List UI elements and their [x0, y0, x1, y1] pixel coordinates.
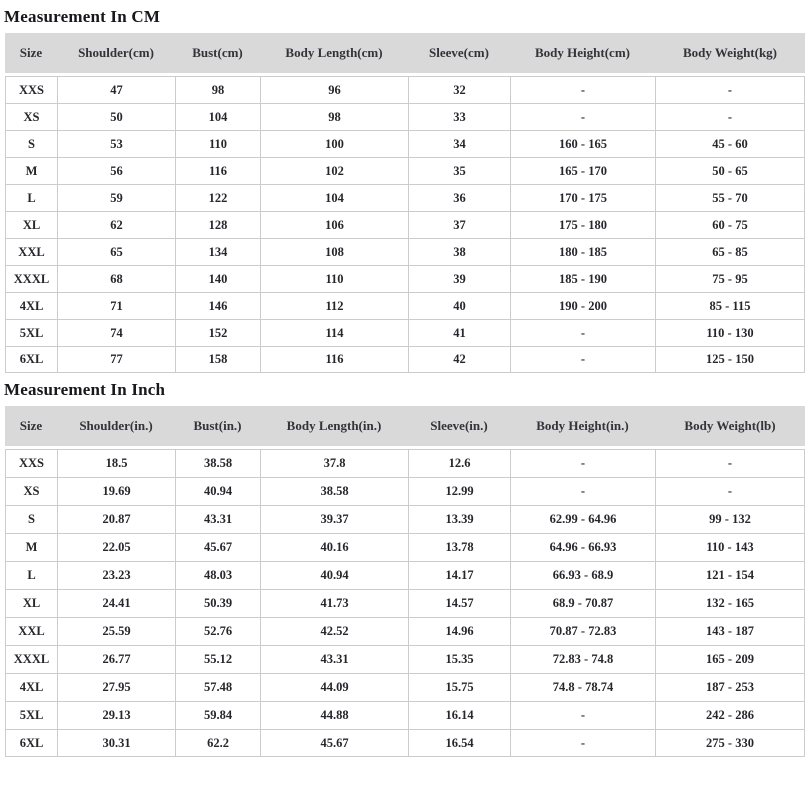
size-cell: XL: [5, 211, 57, 238]
value-cell: 26.77: [57, 645, 175, 673]
value-cell: 41.73: [260, 589, 408, 617]
value-cell: 18.5: [57, 449, 175, 477]
table-row: [5, 533, 805, 561]
value-cell: 19.69: [57, 477, 175, 505]
table-row: [5, 265, 805, 292]
size-cell: XL: [5, 589, 57, 617]
cm-section-title: Measurement In CM: [4, 7, 161, 26]
size-cell: S: [5, 505, 57, 533]
value-cell: 12.6: [408, 449, 510, 477]
value-cell: 116: [260, 346, 408, 373]
value-cell: 160 - 165: [510, 130, 655, 157]
header-row: [5, 406, 805, 449]
value-cell: -: [655, 76, 805, 103]
value-cell: 77: [57, 346, 175, 373]
table-row: [5, 729, 805, 757]
value-cell: 71: [57, 292, 175, 319]
value-cell: 146: [175, 292, 260, 319]
value-cell: 16.54: [408, 729, 510, 757]
size-cell: S: [5, 130, 57, 157]
header-row: [5, 33, 805, 76]
value-cell: 45 - 60: [655, 130, 805, 157]
value-cell: 57.48: [175, 673, 260, 701]
value-cell: -: [510, 76, 655, 103]
value-cell: 165 - 170: [510, 157, 655, 184]
value-cell: 110: [175, 130, 260, 157]
value-cell: 50 - 65: [655, 157, 805, 184]
value-cell: 121 - 154: [655, 561, 805, 589]
table-row: [5, 238, 805, 265]
value-cell: 74.8 - 78.74: [510, 673, 655, 701]
value-cell: 68: [57, 265, 175, 292]
value-cell: 35: [408, 157, 510, 184]
value-cell: 110 - 130: [655, 319, 805, 346]
size-cell: XXXL: [5, 265, 57, 292]
value-cell: 99 - 132: [655, 505, 805, 533]
table-row: [5, 157, 805, 184]
value-cell: 74: [57, 319, 175, 346]
value-cell: 37: [408, 211, 510, 238]
value-cell: 110: [260, 265, 408, 292]
cm-measurement-section: [0, 7, 810, 373]
size-cell: XS: [5, 103, 57, 130]
value-cell: 44.88: [260, 701, 408, 729]
value-cell: 25.59: [57, 617, 175, 645]
column-header: Size: [5, 33, 57, 76]
value-cell: 40.94: [260, 561, 408, 589]
value-cell: 20.87: [57, 505, 175, 533]
value-cell: 75 - 95: [655, 265, 805, 292]
column-header: Body Weight(lb): [655, 406, 805, 449]
column-header: Body Height(in.): [510, 406, 655, 449]
value-cell: 45.67: [260, 729, 408, 757]
table-row: [5, 184, 805, 211]
value-cell: 114: [260, 319, 408, 346]
value-cell: 50: [57, 103, 175, 130]
inch-section-title: Measurement In Inch: [4, 380, 166, 399]
value-cell: 187 - 253: [655, 673, 805, 701]
value-cell: 53: [57, 130, 175, 157]
value-cell: 140: [175, 265, 260, 292]
column-header: Body Length(cm): [260, 33, 408, 76]
column-header: Body Weight(kg): [655, 33, 805, 76]
value-cell: 59.84: [175, 701, 260, 729]
value-cell: 30.31: [57, 729, 175, 757]
value-cell: 104: [260, 184, 408, 211]
value-cell: 96: [260, 76, 408, 103]
table-row: [5, 449, 805, 477]
value-cell: 38.58: [175, 449, 260, 477]
column-header: Sleeve(cm): [408, 33, 510, 76]
value-cell: 52.76: [175, 617, 260, 645]
table-row: [5, 211, 805, 238]
value-cell: -: [655, 477, 805, 505]
value-cell: 42: [408, 346, 510, 373]
value-cell: 152: [175, 319, 260, 346]
value-cell: 98: [260, 103, 408, 130]
value-cell: 132 - 165: [655, 589, 805, 617]
value-cell: 44.09: [260, 673, 408, 701]
value-cell: 55.12: [175, 645, 260, 673]
value-cell: 158: [175, 346, 260, 373]
value-cell: -: [510, 319, 655, 346]
value-cell: 32: [408, 76, 510, 103]
value-cell: 180 - 185: [510, 238, 655, 265]
value-cell: 125 - 150: [655, 346, 805, 373]
size-cell: XXS: [5, 76, 57, 103]
value-cell: 175 - 180: [510, 211, 655, 238]
value-cell: 14.17: [408, 561, 510, 589]
value-cell: 37.8: [260, 449, 408, 477]
value-cell: 39.37: [260, 505, 408, 533]
value-cell: 62: [57, 211, 175, 238]
value-cell: 134: [175, 238, 260, 265]
value-cell: 190 - 200: [510, 292, 655, 319]
value-cell: 13.78: [408, 533, 510, 561]
size-cell: M: [5, 157, 57, 184]
value-cell: 170 - 175: [510, 184, 655, 211]
table-row: [5, 561, 805, 589]
table-row: [5, 673, 805, 701]
column-header: Bust(in.): [175, 406, 260, 449]
value-cell: -: [655, 103, 805, 130]
value-cell: 15.75: [408, 673, 510, 701]
column-header: Shoulder(cm): [57, 33, 175, 76]
value-cell: 116: [175, 157, 260, 184]
column-header: Body Length(in.): [260, 406, 408, 449]
table-row: [5, 645, 805, 673]
value-cell: 38: [408, 238, 510, 265]
size-cell: M: [5, 533, 57, 561]
value-cell: 100: [260, 130, 408, 157]
size-cell: 6XL: [5, 346, 57, 373]
value-cell: -: [510, 701, 655, 729]
value-cell: 34: [408, 130, 510, 157]
value-cell: 104: [175, 103, 260, 130]
value-cell: 185 - 190: [510, 265, 655, 292]
value-cell: 106: [260, 211, 408, 238]
value-cell: 112: [260, 292, 408, 319]
value-cell: 27.95: [57, 673, 175, 701]
value-cell: 59: [57, 184, 175, 211]
value-cell: 275 - 330: [655, 729, 805, 757]
column-header: Sleeve(in.): [408, 406, 510, 449]
size-cell: 5XL: [5, 319, 57, 346]
value-cell: 64.96 - 66.93: [510, 533, 655, 561]
value-cell: 242 - 286: [655, 701, 805, 729]
size-cell: 5XL: [5, 701, 57, 729]
table-row: [5, 130, 805, 157]
inch-measurement-section: [0, 380, 810, 757]
table-row: [5, 76, 805, 103]
value-cell: 68.9 - 70.87: [510, 589, 655, 617]
table-row: [5, 589, 805, 617]
value-cell: 110 - 143: [655, 533, 805, 561]
value-cell: 122: [175, 184, 260, 211]
value-cell: 102: [260, 157, 408, 184]
table-row: [5, 103, 805, 130]
size-cell: L: [5, 561, 57, 589]
value-cell: -: [510, 477, 655, 505]
table-row: [5, 477, 805, 505]
size-cell: XXS: [5, 449, 57, 477]
value-cell: 14.96: [408, 617, 510, 645]
size-cell: L: [5, 184, 57, 211]
value-cell: -: [510, 449, 655, 477]
value-cell: 39: [408, 265, 510, 292]
value-cell: 65 - 85: [655, 238, 805, 265]
value-cell: 85 - 115: [655, 292, 805, 319]
value-cell: 72.83 - 74.8: [510, 645, 655, 673]
value-cell: 40: [408, 292, 510, 319]
value-cell: -: [510, 729, 655, 757]
column-header: Size: [5, 406, 57, 449]
table-row: [5, 319, 805, 346]
value-cell: 65: [57, 238, 175, 265]
value-cell: 38.58: [260, 477, 408, 505]
column-header: Bust(cm): [175, 33, 260, 76]
value-cell: -: [510, 103, 655, 130]
value-cell: 56: [57, 157, 175, 184]
value-cell: 50.39: [175, 589, 260, 617]
value-cell: 29.13: [57, 701, 175, 729]
cm-size-table: [5, 33, 805, 373]
table-row: [5, 346, 805, 373]
size-cell: 4XL: [5, 292, 57, 319]
value-cell: 62.99 - 64.96: [510, 505, 655, 533]
value-cell: 66.93 - 68.9: [510, 561, 655, 589]
table-row: [5, 292, 805, 319]
value-cell: 45.67: [175, 533, 260, 561]
value-cell: 55 - 70: [655, 184, 805, 211]
column-header: Body Height(cm): [510, 33, 655, 76]
value-cell: 12.99: [408, 477, 510, 505]
value-cell: 16.14: [408, 701, 510, 729]
value-cell: 22.05: [57, 533, 175, 561]
value-cell: 62.2: [175, 729, 260, 757]
value-cell: -: [655, 449, 805, 477]
column-header: Shoulder(in.): [57, 406, 175, 449]
value-cell: 13.39: [408, 505, 510, 533]
size-cell: 6XL: [5, 729, 57, 757]
table-row: [5, 701, 805, 729]
value-cell: 23.23: [57, 561, 175, 589]
size-cell: XXL: [5, 238, 57, 265]
value-cell: -: [510, 346, 655, 373]
value-cell: 14.57: [408, 589, 510, 617]
value-cell: 42.52: [260, 617, 408, 645]
value-cell: 165 - 209: [655, 645, 805, 673]
value-cell: 48.03: [175, 561, 260, 589]
value-cell: 128: [175, 211, 260, 238]
value-cell: 47: [57, 76, 175, 103]
size-cell: 4XL: [5, 673, 57, 701]
inch-size-table: [5, 406, 805, 757]
value-cell: 24.41: [57, 589, 175, 617]
value-cell: 108: [260, 238, 408, 265]
value-cell: 33: [408, 103, 510, 130]
value-cell: 43.31: [175, 505, 260, 533]
value-cell: 15.35: [408, 645, 510, 673]
size-cell: XXXL: [5, 645, 57, 673]
value-cell: 36: [408, 184, 510, 211]
value-cell: 143 - 187: [655, 617, 805, 645]
value-cell: 40.16: [260, 533, 408, 561]
value-cell: 41: [408, 319, 510, 346]
size-cell: XS: [5, 477, 57, 505]
size-cell: XXL: [5, 617, 57, 645]
value-cell: 70.87 - 72.83: [510, 617, 655, 645]
value-cell: 98: [175, 76, 260, 103]
table-row: [5, 617, 805, 645]
table-row: [5, 505, 805, 533]
value-cell: 43.31: [260, 645, 408, 673]
value-cell: 60 - 75: [655, 211, 805, 238]
value-cell: 40.94: [175, 477, 260, 505]
